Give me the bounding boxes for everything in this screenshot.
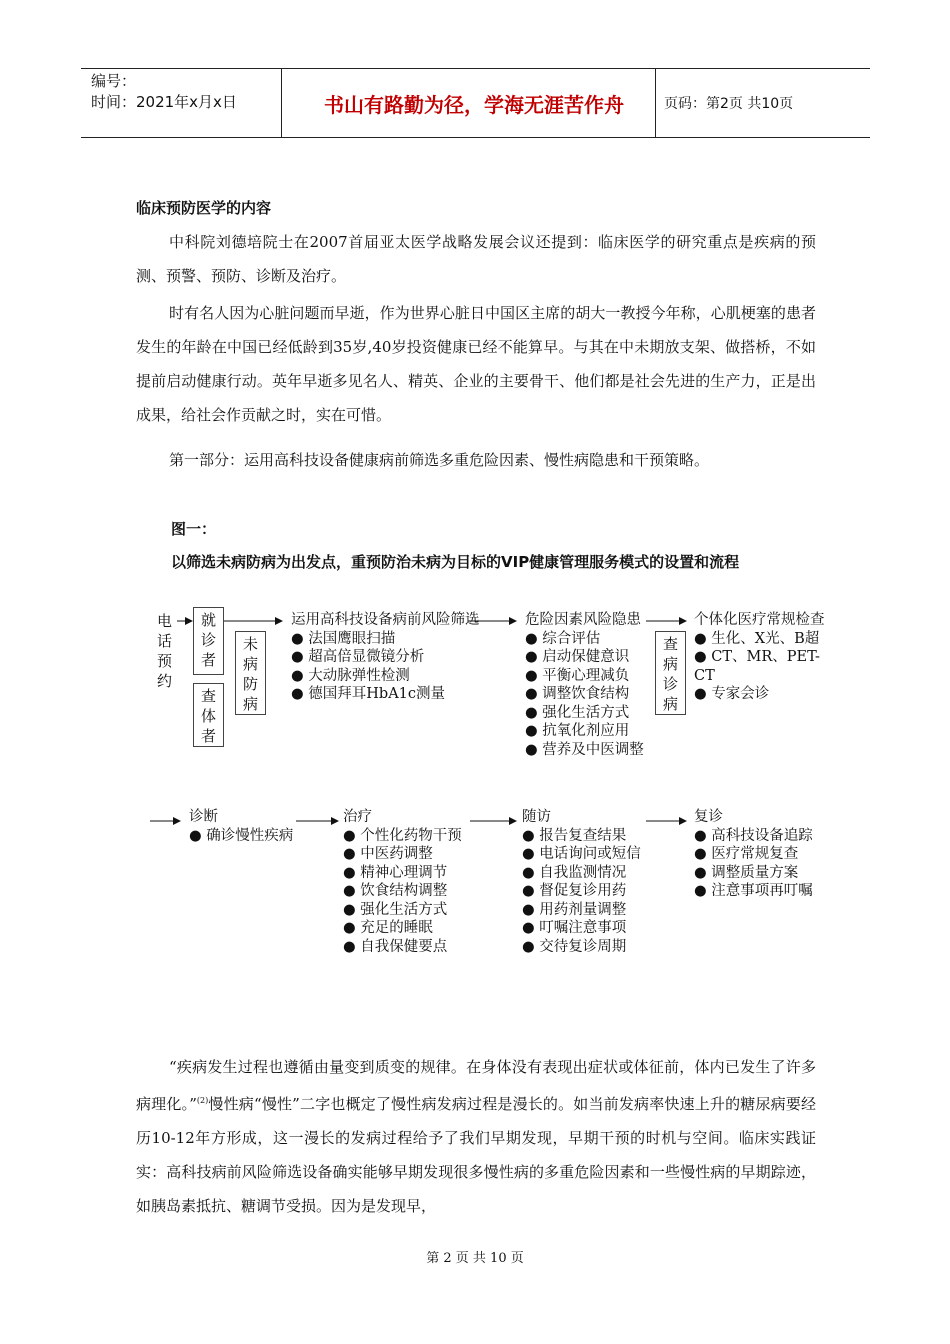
followup-title: 随访 — [522, 809, 551, 825]
paragraph-1: 中科院刘德培院士在2007首届亚太医学战略发展会议还提到：临床医学的研究重点是疾病的预测、预警、预防、诊断及治疗。 — [136, 233, 816, 285]
phone-booking: 电话预约 — [156, 612, 172, 690]
followup-item: ● 报告复查结果 — [522, 827, 644, 846]
risk-item: ● 营养及中医调整 — [525, 741, 647, 760]
checkup-block — [694, 611, 829, 704]
revisit-item: ● 注意事项再叮嘱 — [694, 882, 819, 901]
risk-item: ● 抗氧化剂应用 — [525, 722, 647, 741]
treatment-item: ● 饮食结构调整 — [343, 882, 468, 901]
diagnose-block — [189, 808, 304, 845]
revisit-item: ● 调整质量方案 — [694, 864, 819, 883]
prevention-box: 未病防病 — [235, 631, 266, 715]
reference-marker: (2) — [196, 1096, 209, 1105]
quote-rest: 慢性病“慢性”二字也概定了慢性病发病过程是漫长的。如当前发病率快速上升的糖尿病要经历10-12年方形成，这一漫长的发病过程给予了我们早期发现，早期干预的时机与空间。临床实践证实：高科技病前风险筛选设备确实能够早期发现很多慢性病的多重危险因素和一些慢性病的早期踪迹，如胰岛素抵抗、糖调节受损。因为是发现早， — [136, 1095, 817, 1215]
treatment-block — [343, 808, 468, 956]
risk-item: ● 调整饮食结构 — [525, 685, 647, 704]
risk-item: ● 平衡心理减负 — [525, 667, 647, 686]
screening-title: 运用高科技设备病前风险筛选 — [291, 612, 480, 628]
quote-text: “疾病发生过程也遵循由量变到质变的规律。在身体没有表现出症状或体征前，体内已发生了许多病理化。” — [136, 1058, 816, 1113]
page-footer: 第 2 页 共 10 页 — [426, 1251, 524, 1266]
diagnose-title: 诊断 — [189, 809, 218, 825]
examinee-box: 查体者 — [193, 683, 224, 747]
screening-item: ● 超高倍显微镜分析 — [291, 648, 491, 667]
revisit-block — [694, 808, 819, 901]
figure-title: 以筛选未病防病为出发点，重预防治未病为目标的VIP健康管理服务模式的设置和流程 — [171, 553, 740, 571]
treatment-item: ● 精神心理调节 — [343, 864, 468, 883]
risk-title: 危险因素风险隐患 — [525, 612, 641, 628]
diagnosis-box: 查病诊病 — [655, 631, 686, 715]
treatment-item: ● 个性化药物干预 — [343, 827, 468, 846]
revisit-item: ● 高科技设备追踪 — [694, 827, 819, 846]
treatment-item: ● 中医药调整 — [343, 845, 468, 864]
followup-item: ● 自我监测情况 — [522, 864, 644, 883]
checkup-item: ● 专家会诊 — [694, 685, 829, 704]
date-label: 时间：2021年x月x日 — [91, 93, 237, 111]
visitor-box: 就诊者 — [193, 607, 224, 675]
diagnose-item: ● 确诊慢性疾病 — [189, 827, 304, 846]
risk-block — [525, 611, 647, 759]
screening-item: ● 德国拜耳HbA1c测量 — [291, 685, 491, 704]
checkup-title: 个体化医疗常规检查 — [694, 612, 825, 628]
header-page-info: 页码：第2页 共10页 — [664, 96, 794, 112]
treatment-item: ● 自我保健要点 — [343, 938, 468, 957]
quote-paragraph — [136, 1050, 816, 1223]
screening-item: ● 法国鹰眼扫描 — [291, 630, 491, 649]
followup-item: ● 电话询问或短信 — [522, 845, 644, 864]
checkup-item: ● CT、MR、PET-CT — [694, 648, 829, 685]
screening-block — [291, 611, 491, 704]
treatment-item: ● 强化生活方式 — [343, 901, 468, 920]
figure-label: 图一： — [171, 520, 217, 538]
followup-block — [522, 808, 644, 956]
treatment-title: 治疗 — [343, 809, 372, 825]
followup-item: ● 督促复诊用药 — [522, 882, 644, 901]
header-motto: 书山有路勤为径，学海无涯苦作舟 — [324, 93, 624, 117]
followup-item: ● 用药剂量调整 — [522, 901, 644, 920]
number-label: 编号： — [91, 72, 137, 90]
revisit-title: 复诊 — [694, 809, 723, 825]
risk-item: ● 强化生活方式 — [525, 704, 647, 723]
risk-item: ● 综合评估 — [525, 630, 647, 649]
followup-item: ● 交待复诊周期 — [522, 938, 644, 957]
revisit-item: ● 医疗常规复查 — [694, 845, 819, 864]
risk-item: ● 启动保健意识 — [525, 648, 647, 667]
screening-item: ● 大动脉弹性检测 — [291, 667, 491, 686]
treatment-item: ● 充足的睡眠 — [343, 919, 468, 938]
followup-item: ● 叮嘱注意事项 — [522, 919, 644, 938]
checkup-item: ● 生化、X光、B超 — [694, 630, 829, 649]
paragraph-2: 时有名人因为心脏问题而早逝，作为世界心脏日中国区主席的胡大一教授今年称，心肌梗塞的患者发生的年龄在中国已经低龄到35岁,40岁投资健康已经不能算早。与其在中未期放支架、做搭桥，不如提前启动健康行动。英年早逝多见名人、精英、企业的主要骨干、他们都是社会先进的生产力，正是出成果，给社会作贡献之时，实在可惜。 — [136, 304, 816, 424]
paragraph-3: 第一部分：运用高科技设备健康病前筛选多重危险因素、慢性病隐患和干预策略。 — [169, 451, 710, 469]
section-title: 临床预防医学的内容 — [136, 199, 272, 217]
